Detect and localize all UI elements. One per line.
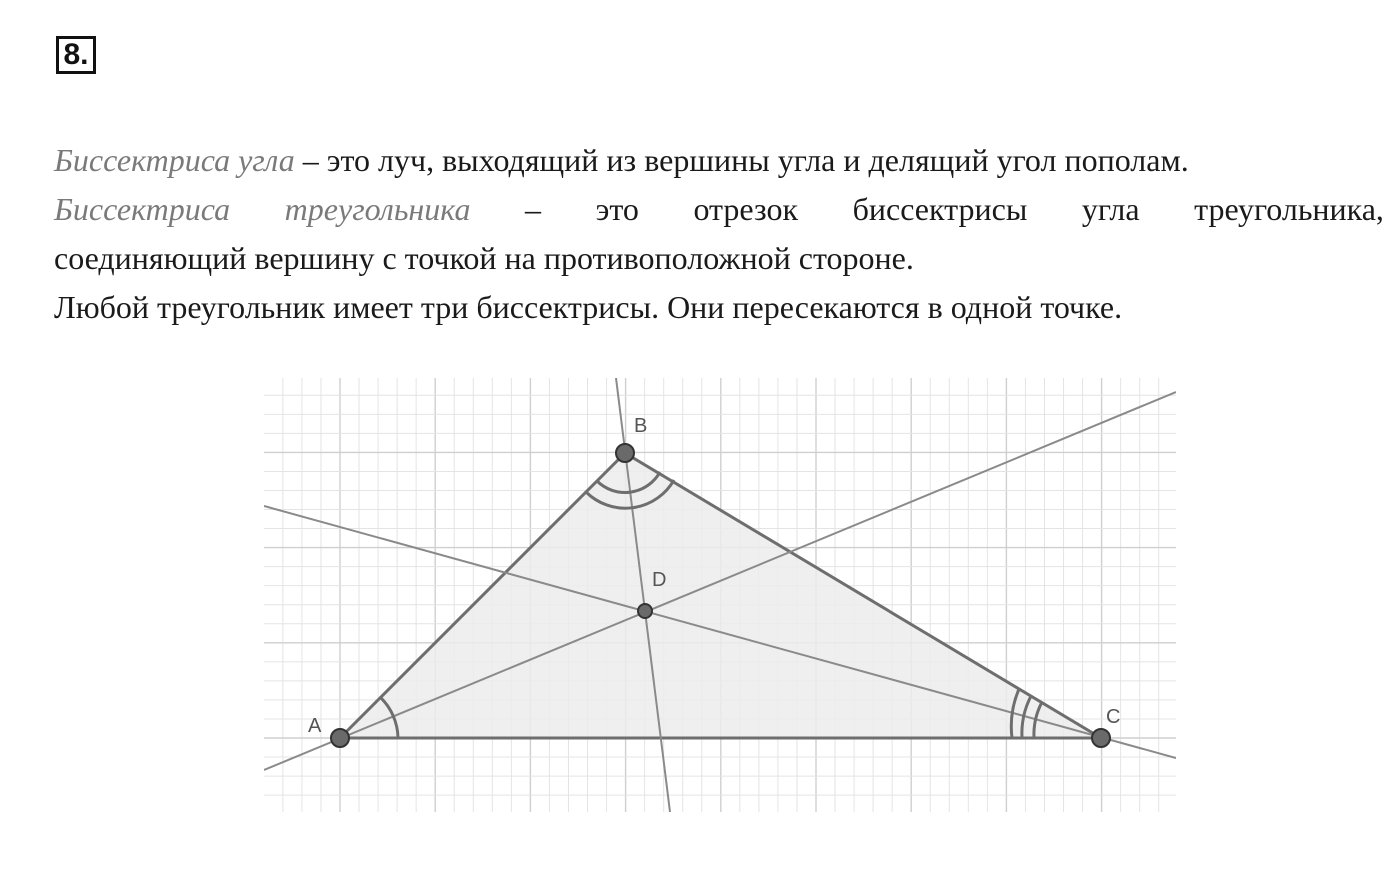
triangle-bisector-definition-line1	[54, 185, 1384, 234]
point-c	[1092, 729, 1110, 747]
bisectors-statement: Любой треугольник имеет три биссектрисы. Они пересекаются в одной точке.	[54, 289, 1123, 325]
definition-word-6: биссектрисы	[852, 191, 1028, 227]
label-c: C	[1106, 706, 1121, 728]
definition-word-7: угла	[1081, 191, 1140, 227]
label-a: A	[308, 715, 322, 737]
definition-word-3: –	[525, 191, 542, 227]
triangle-bisector-definition-line2: соединяющий вершину с точкой на противоположной стороне.	[54, 240, 914, 276]
definition-word-4: это	[595, 191, 639, 227]
theory-text	[54, 136, 1384, 332]
definition-word-8: треугольника,	[1194, 191, 1384, 227]
term-word-2: треугольника	[284, 191, 471, 227]
geometry-drawing	[264, 378, 1176, 812]
definition-word-5: отрезок	[693, 191, 799, 227]
term-word-1: Биссектриса	[54, 191, 231, 227]
label-d: D	[652, 569, 667, 591]
point-d	[638, 604, 652, 618]
point-b	[616, 444, 634, 462]
angle-bisector-definition	[54, 136, 1384, 185]
label-b: B	[634, 415, 648, 437]
angle-bisector-definition-text: – это луч, выходящий из вершины угла и делящий угол пополам.	[294, 142, 1189, 178]
task-number-box: 8.	[56, 36, 96, 74]
bisector-figure	[264, 378, 1176, 812]
term-angle-bisector: Биссектриса угла	[54, 142, 295, 178]
point-a	[331, 729, 349, 747]
